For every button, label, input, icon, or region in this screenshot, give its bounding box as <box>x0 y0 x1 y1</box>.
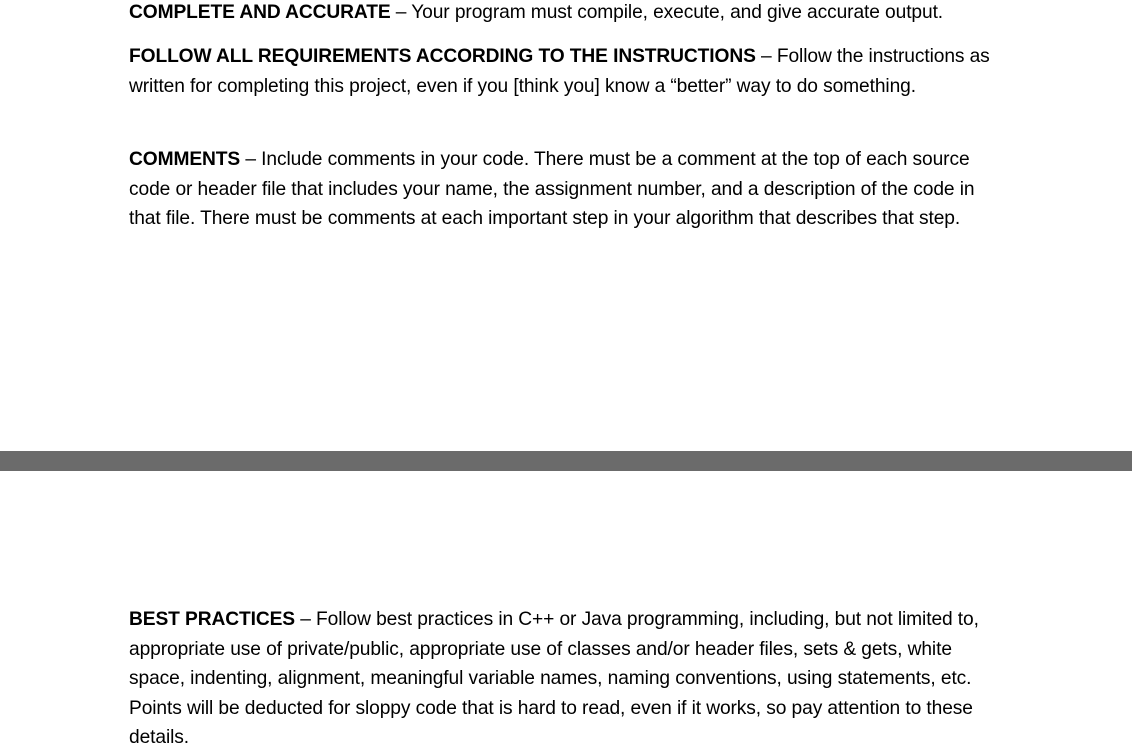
paragraph-text: Your program must compile, execute, and give accurate output. <box>411 2 944 23</box>
paragraph-text: Follow the instructions as written for completing this project, even if you [think you] know a “better” way to do something. <box>129 46 990 97</box>
term-comments: COMMENTS <box>129 149 241 170</box>
term-follow-all-requirements: FOLLOW ALL REQUIREMENTS ACCORDING TO THE INSTRUCTIONS <box>129 46 756 67</box>
paragraph-best-practices <box>129 605 1001 753</box>
separator-dash: – <box>390 2 412 23</box>
paragraph-text: Follow best practices in C++ or Java programming, including, but not limited to, appropriate use of private/public, appropriate use of classes and/or header files, sets & gets, white space, indenting, alignment, meaningful variable names, naming conventions, using statements, etc. Points will be deducted for sloppy code that is hard to read, even if it works, so pay attention to these details. <box>129 609 979 748</box>
page-break-gap <box>0 451 1132 471</box>
paragraph-comments <box>129 145 1001 234</box>
term-complete-and-accurate: COMPLETE AND ACCURATE <box>129 2 391 23</box>
separator-dash: – <box>240 149 262 170</box>
paragraph-complete-and-accurate <box>129 0 1001 28</box>
paragraph-follow-all-requirements <box>129 42 1001 101</box>
paragraph-text: Include comments in your code. There must be a comment at the top of each source code or header file that includes your name, the assignment number, and a description of the code in that file. There must be comments at each important step in your algorithm that describes that step. <box>129 149 975 229</box>
separator-dash: – <box>294 609 317 630</box>
document-page-bottom <box>0 471 1132 756</box>
separator-dash: – <box>755 46 777 67</box>
term-best-practices: BEST PRACTICES <box>129 609 295 630</box>
